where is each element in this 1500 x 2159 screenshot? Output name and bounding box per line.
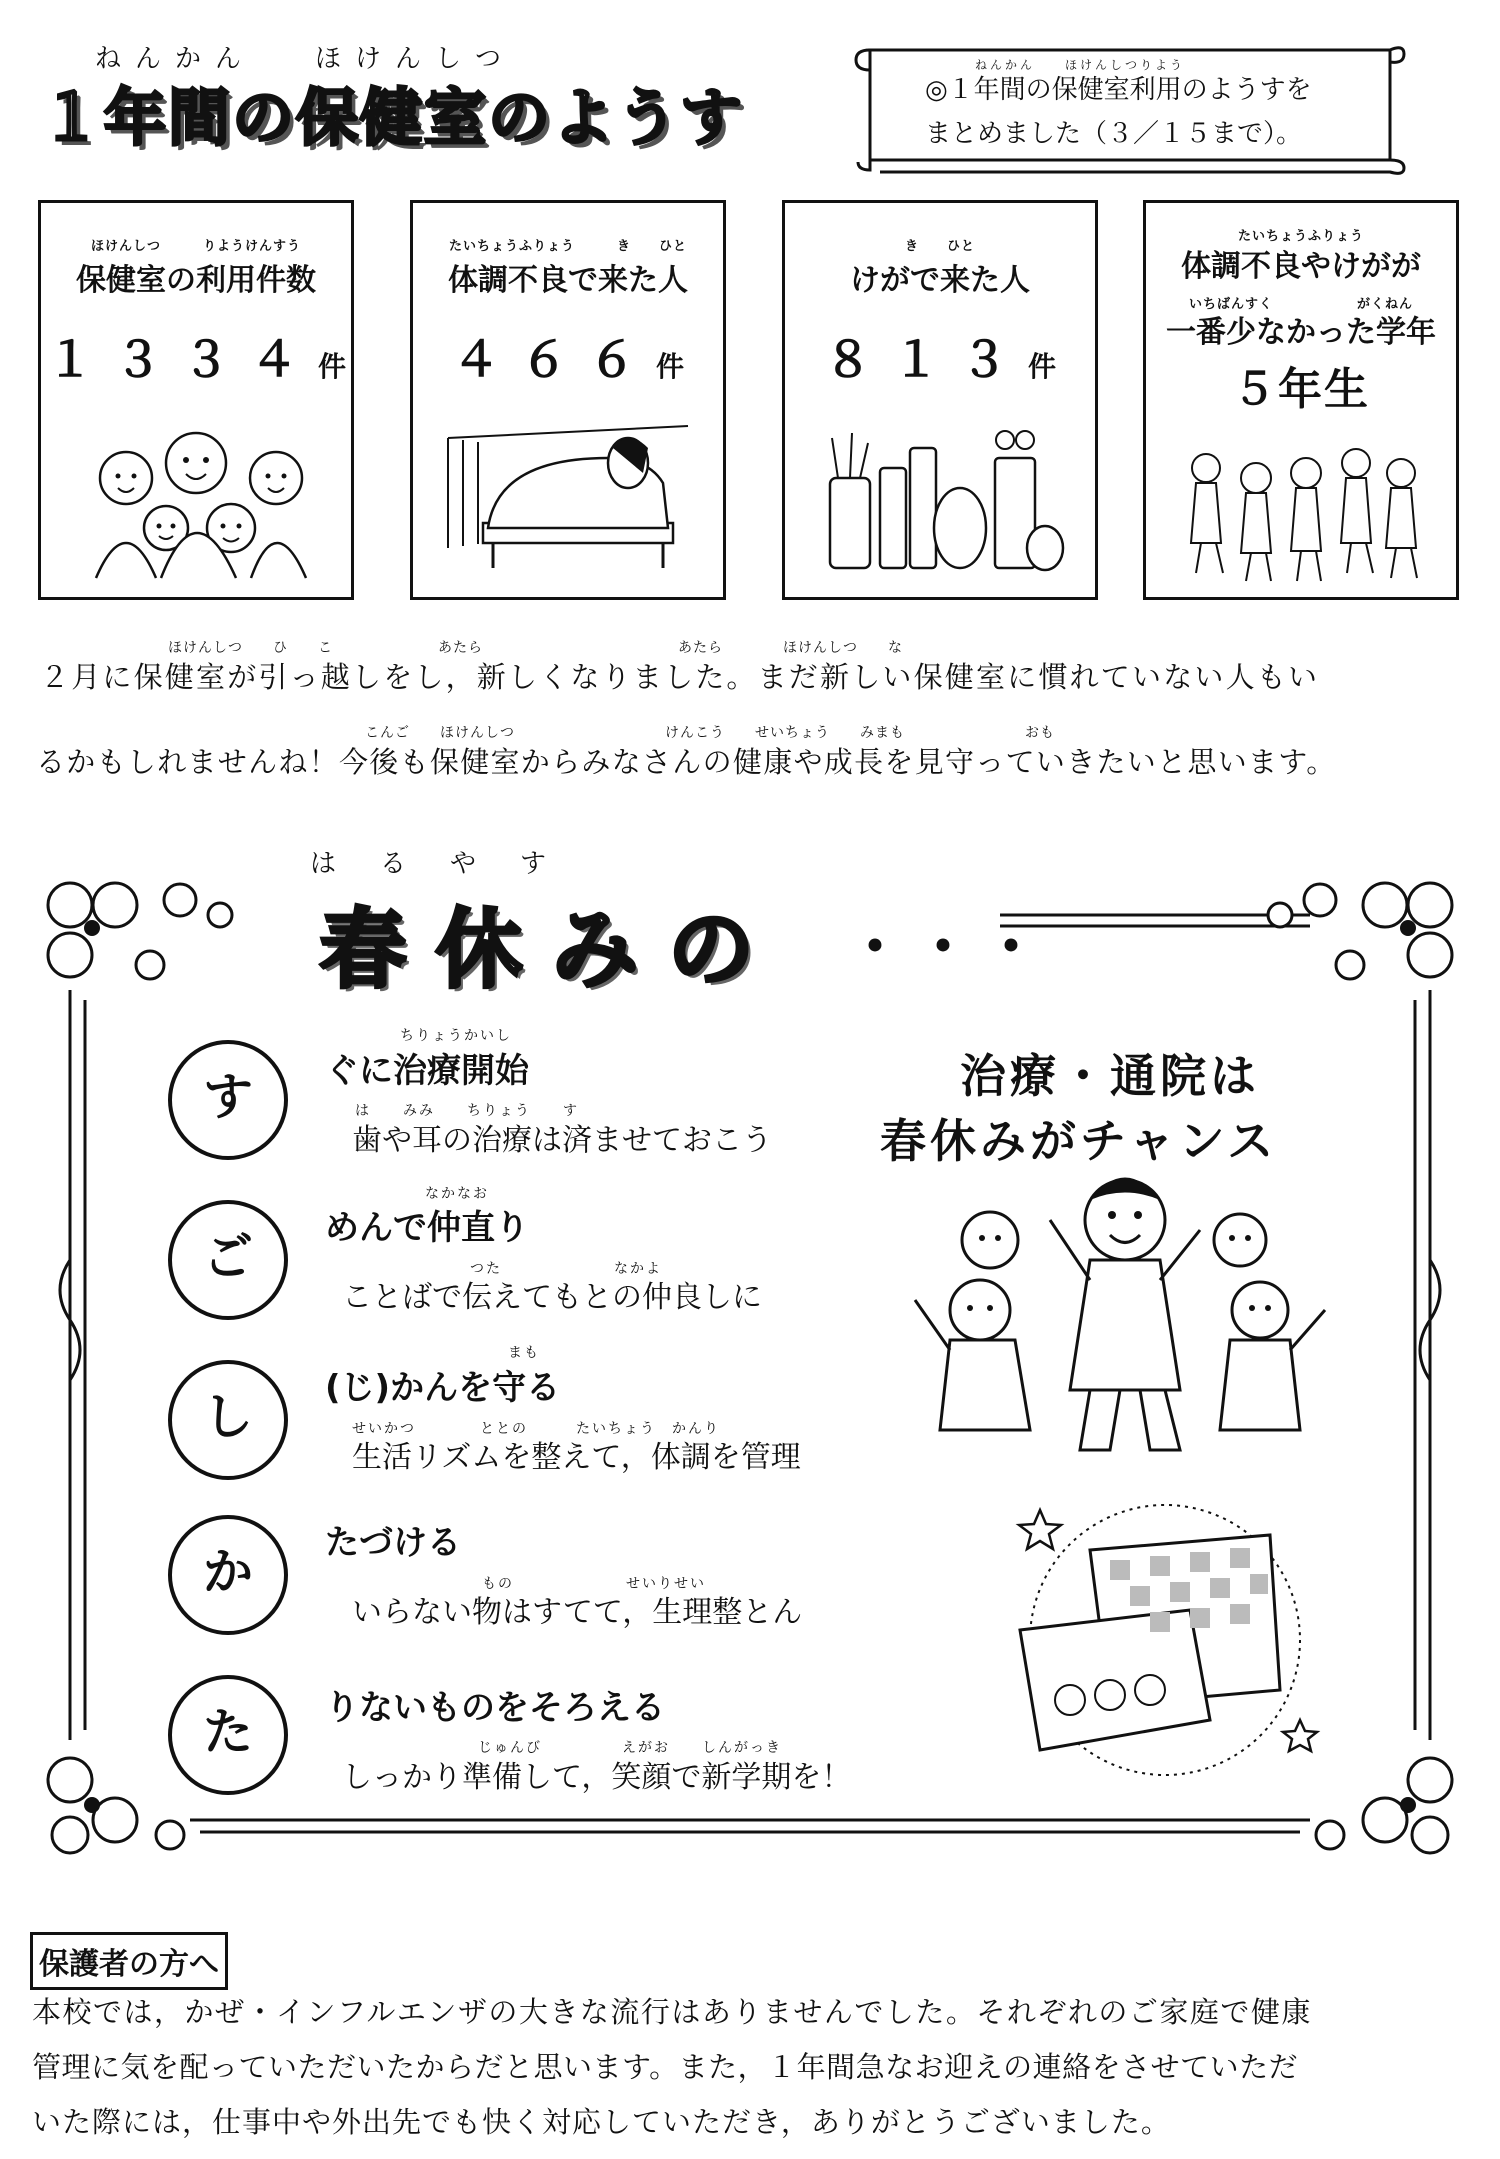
poster-line-2: 春休みがチャンス: [880, 1114, 1278, 1168]
pencil-case-illustration: [1000, 1490, 1330, 1790]
intro-line-2: るかもしれませんね！今後も保健室からみなさんの健康や成長を見守っていきたいと思います。: [36, 745, 1337, 779]
spring-title: 春休みの: [320, 900, 784, 1000]
rule-description: 生活リズムを整えて，体調を管理: [352, 1440, 801, 1475]
stat-value: １３３４件: [45, 332, 347, 388]
guardians-line-2: 管理に気を配っていただいたからだと思います。また，１年間急なお迎えの連絡をさせていただ: [32, 2050, 1299, 2084]
intro-ruby-1: ほけんしつ ひ こ あたら あたら ほけんしつ な: [168, 640, 903, 656]
title-ruby: ねんかん ほけんしつ: [95, 44, 516, 74]
page-title: １年間の保健室のようす: [40, 81, 745, 154]
stat-label: けがで来た人: [850, 263, 1030, 298]
rule-letter-circle: た: [168, 1675, 288, 1795]
first-aid-supplies-illustration: [810, 418, 1072, 583]
rule-description: ことばで伝えてもとの仲良しに: [342, 1280, 762, 1315]
scroll-note-ruby: ねんかん ほけんしつりよう: [975, 58, 1186, 72]
stat-lowest-grade: たいちょうふりょう 体調不良やけがが いちばんすく がくねん 一番少なかった学年 ５年生: [1143, 200, 1459, 600]
guardians-line-1: 本校では，かぜ・インフルエンザの大きな流行はありませんでした。それぞれのご家庭で健康: [32, 1995, 1312, 2029]
stat-value: ８１３件: [823, 332, 1057, 388]
guardians-line-3: いた際には，仕事中や外出先でも快く対応していただき，ありがとうございました。: [32, 2105, 1171, 2139]
stat-label: 体調不良で来た人: [448, 263, 688, 298]
rule-heading: ぐに治療開始: [325, 1051, 529, 1091]
intro-ruby-2: こんご ほけんしつ けんこう せいちょう みまも おも: [365, 725, 1055, 741]
stat-label: 保健室の利用件数: [76, 263, 316, 298]
stat-sick-visits: たいちょうふりょう き ひと 体調不良で来た人 ４６６件: [410, 200, 726, 600]
spring-title-ruby: はるやす: [310, 849, 591, 879]
rule-letter-circle: か: [168, 1515, 288, 1635]
kids-playing-illustration: [1171, 428, 1433, 593]
stat-label-2: 一番少なかった学年: [1166, 315, 1436, 350]
children-group-illustration: [66, 418, 328, 583]
poster-line-1: 治療・通院は: [960, 1049, 1260, 1103]
guardians-heading: 保護者の方へ: [30, 1932, 228, 1990]
scroll-note: ◎１年間の保健室利用のようすを まとめました（３／１５まで）。: [925, 75, 1312, 149]
stat-label: 体調不良やけがが: [1181, 249, 1421, 284]
rule-description: いらない物はすてて，生理整とん: [352, 1595, 803, 1630]
rule-description: 歯や耳の治療は済ませておこう: [352, 1123, 772, 1158]
rule-heading: (じ)かんを守る: [325, 1368, 561, 1408]
rule-heading: りないものをそろえる: [325, 1688, 665, 1728]
cheering-kids-illustration: [900, 1160, 1340, 1460]
bed-illustration: [438, 418, 700, 583]
rule-letter-circle: ご: [168, 1200, 288, 1320]
rule-heading: たづける: [325, 1523, 461, 1563]
spring-title-dots: ・・・: [845, 913, 1049, 983]
intro-line-1: ２月に保健室が引っ越しをし，新しくなりました。まだ新しい保健室に慣れていない人もい: [40, 660, 1320, 694]
stat-value: ５年生: [1232, 364, 1370, 415]
stat-total-visits: ほけんしつ りようけんすう 保健室の利用件数 １３３４件: [38, 200, 354, 600]
rule-description: しっかり準備して，笑顔で新学期を！: [342, 1760, 852, 1795]
rule-heading: めんで仲直り: [325, 1208, 529, 1248]
rule-letter-circle: す: [168, 1040, 288, 1160]
stat-injury-visits: き ひと けがで来た人 ８１３件: [782, 200, 1098, 600]
rule-letter-circle: し: [168, 1360, 288, 1480]
stat-value: ４６６件: [451, 332, 685, 388]
